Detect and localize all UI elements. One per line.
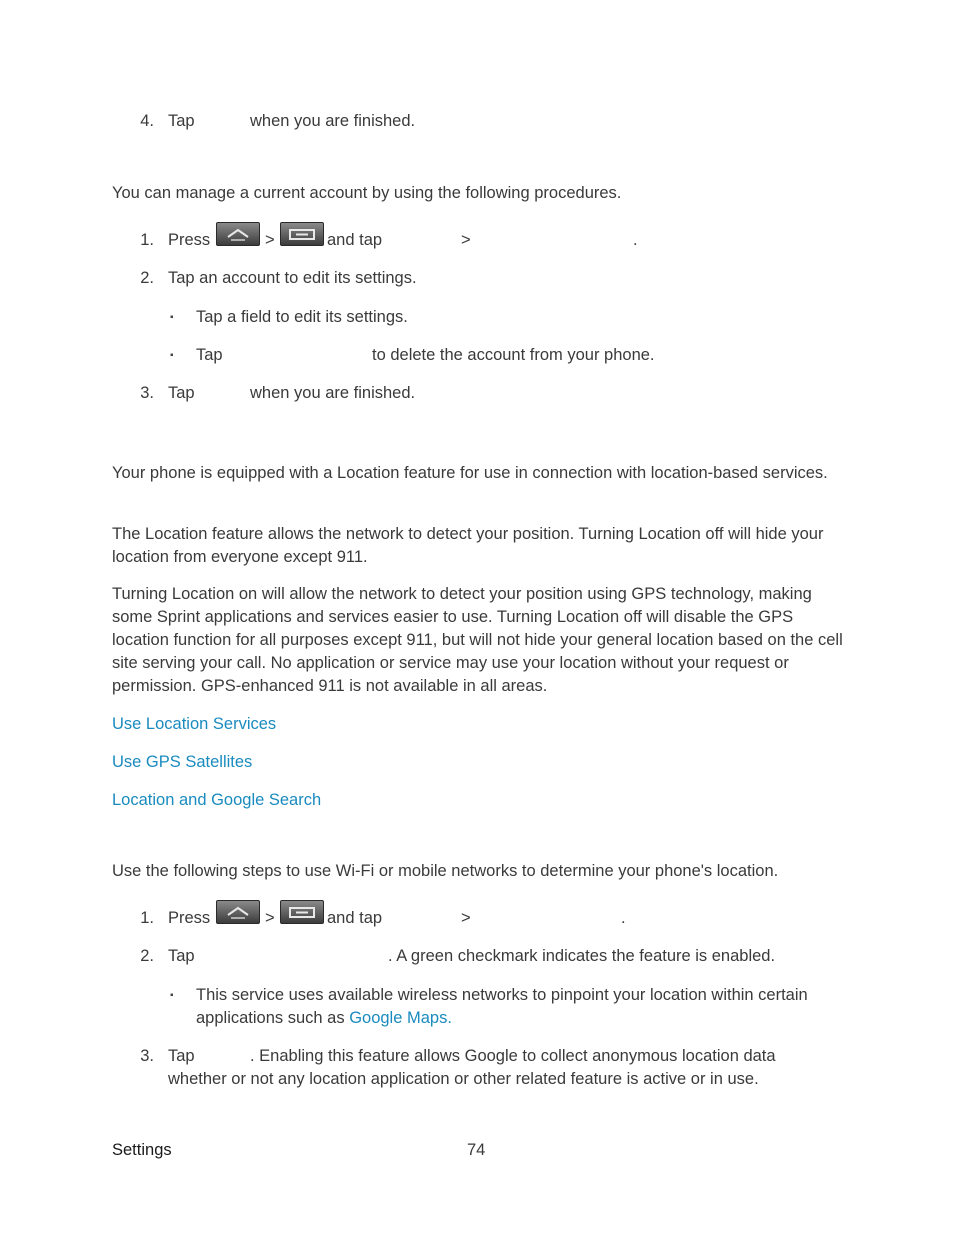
home-key-icon <box>216 222 260 246</box>
step-text: Tap an account to edit its settings. <box>168 269 417 287</box>
separator: > <box>461 231 471 249</box>
bullet-marker: ▪ <box>170 312 174 323</box>
separator: > <box>265 909 275 927</box>
bullet-marker: ▪ <box>170 990 174 1001</box>
step-text: Press <box>168 909 211 927</box>
bullet-text: Tap a field to edit its settings. <box>196 308 408 326</box>
bullet-marker: ▪ <box>170 350 174 361</box>
separator: > <box>461 909 471 927</box>
step-text: Tap <box>168 947 195 965</box>
menu-key-icon <box>280 900 324 924</box>
intro-paragraph: You can manage a current account by using the following procedures. <box>112 184 622 202</box>
step-text: Tap <box>168 112 195 130</box>
step-number: 1. <box>140 909 154 927</box>
step-text: and tap <box>327 909 383 927</box>
bullet-paragraph <box>196 984 846 1030</box>
link-use-location-services[interactable]: Use Location Services <box>112 715 277 733</box>
bullet-text: This service uses available wireless networks to pinpoint your location within certain applications such as <box>196 986 808 1027</box>
menu-key-icon <box>280 222 324 246</box>
step-text: when you are finished. <box>250 112 416 130</box>
footer-section: Settings <box>112 1141 172 1159</box>
step-text: when you are finished. <box>250 384 416 402</box>
step-number: 1. <box>140 231 154 249</box>
use-location-intro: Use the following steps to use Wi-Fi or mobile networks to determine your phone's location. <box>112 862 779 880</box>
step-text: Press <box>168 231 211 249</box>
step-number: 2. <box>140 947 154 965</box>
bullet-text: to delete the account from your phone. <box>372 346 655 364</box>
page-number: 74 <box>467 1141 486 1159</box>
punctuation: . <box>621 909 626 927</box>
bullet-text: Tap <box>196 346 223 364</box>
step-text: Tap <box>168 1047 195 1065</box>
bullet-period: . <box>447 1009 452 1027</box>
home-key-icon <box>216 900 260 924</box>
link-google-maps[interactable]: Google Maps <box>349 1009 448 1027</box>
step-text: . A green checkmark indicates the feature is enabled. <box>388 947 776 965</box>
step-number: 2. <box>140 269 154 287</box>
step-number: 3. <box>140 384 154 402</box>
step-text: and tap <box>327 231 383 249</box>
punctuation: . <box>633 231 638 249</box>
step-number: 4. <box>140 112 154 130</box>
separator: > <box>265 231 275 249</box>
step-text: whether or not any location application or other related feature is active or in use. <box>168 1070 759 1088</box>
step-text: . Enabling this feature allows Google to collect anonymous location data <box>250 1047 776 1065</box>
location-paragraph-1: Your phone is equipped with a Location feature for use in connection with location-based services. <box>112 464 828 482</box>
location-paragraph-3: Turning Location on will allow the network to detect your position using GPS technology, making some Sprint applications and services easier to use. Turning Location off will disable the GPS location function for all purposes except 911, but will not hide your general location based on the cell site serving your call. No application or service may use your location without your request or permission. GPS-enhanced 911 is not available in all areas. <box>112 585 843 695</box>
step-number: 3. <box>140 1047 154 1065</box>
link-use-gps-satellites[interactable]: Use GPS Satellites <box>112 753 253 771</box>
link-location-google-search[interactable]: Location and Google Search <box>112 791 322 809</box>
step-text: Tap <box>168 384 195 402</box>
location-paragraph-2: The Location feature allows the network to detect your position. Turning Location off will hide your location from everyone except 911. <box>112 525 824 566</box>
